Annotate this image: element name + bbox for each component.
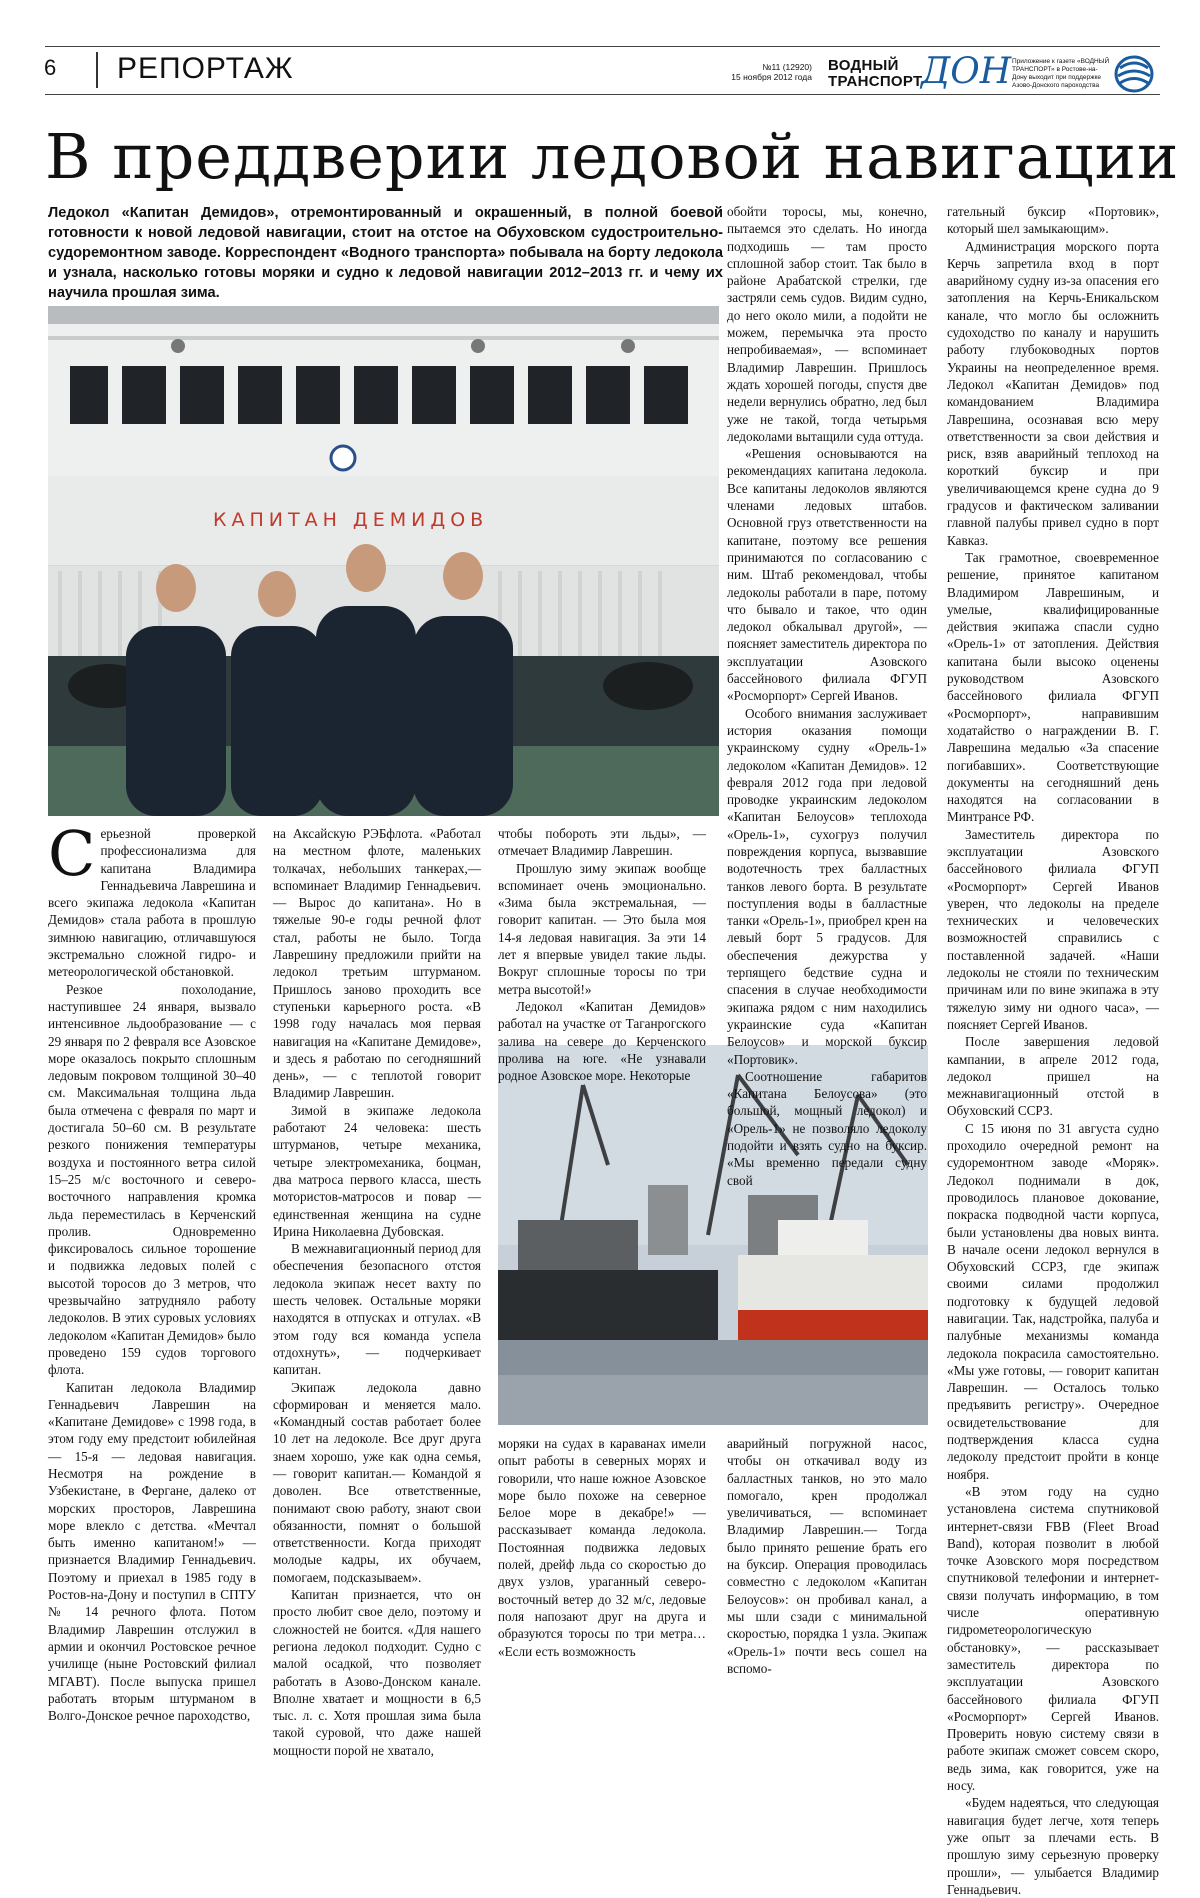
- issue-number: №11 (12920): [762, 62, 812, 72]
- paragraph: Капитан ледокола Владимир Геннадьевич Лаврешин на «Капитане Демидове» с 1998 года, в этом году ему предстоит юбилейная — 15-я — ледовая навигация. Несмотря на рождение в Узбекистане, в Фергане, далеко от морских просторов, Лаврешина море влекло с детства. «Мечтал быть именно капитаном!» — признается Владимир Геннадьевич. Поэтому и приехал в 1985 году в Ростов-на-Дону и поступил в СПТУ № 14 речного флота. Потом Владимир Лаврешин отслужил в армии и окончил Ростовское речное училище (ныне Ростовский филиал МГАВТ). После выпуска пришел работать вторым штурманом в Волго-Донское речное пароходство,: [48, 1379, 256, 1724]
- logo-word-transport: ТРАНСПОРТ: [828, 73, 923, 90]
- paragraph: Соотношение габаритов «Капитана Белоусова» (это большой, мощный ледокол) и «Орель-1» не позволяло ледоколу подойти и взять судно на буксир. «Мы временно передали судну свой: [727, 1068, 927, 1188]
- logo-word-don: ДОН: [921, 51, 1012, 92]
- issue-info: [720, 62, 812, 82]
- paragraph: Резкое похолодание, наступившее 24 января, вызвало интенсивное льдообразование — с 29 января по 2 февраля все Азовское море оказалось покрыто сплошным ледовым покровом толщиной 30–40 см. Максимальная толщина льда была отмечена с февраля по март и достигала 50–60 см. В результате резкого понижения температуры воздуха и постоянного ветра силой 15–25 м/с восточного и северо-восточного направления кромка льда переместилась в Керченский пролив. Одновременно фиксировалось сильное торошение и подвижка ледовых полей с высотой торосов до 3 метров, что чрезвычайно затрудняло работу ледоколов. В этих суровых условиях ледоколом «Капитан Демидов» было проведено 159 судов торгового флота.: [48, 981, 257, 1378]
- paragraph: гательный буксир «Портовик», который шел замыкающим».: [947, 204, 1159, 237]
- article-column-4-top: [727, 203, 927, 1189]
- logo-word-vodny: ВОДНЫЙ: [828, 57, 899, 74]
- article-column-2: [273, 825, 481, 1759]
- header-bottom-rule: [45, 94, 1160, 95]
- article-column-3-bottom: [498, 1435, 706, 1660]
- paragraph: Зимой в экипаже ледокола работают 24 человека: шесть штурманов, четыре механика, четыре электромеханика, боцман, два матроса первого класса, шесть мотористов-матросов и повар — единственная женщина на судне Ирина Николаевна Дубовская.: [273, 1102, 481, 1239]
- drop-cap: С: [48, 817, 96, 890]
- paragraph: Администрация морского порта Керчь запретила вход в порт аварийному судну из-за опасения его затопления на Керчь-Еникальском канале, что могло бы осложнить судоходство по каналу и нарушить работу глубоководных портов Украины на неопределенное время. Ледокол «Капитан Демидов» под командованием Владимира Лаврешина, осознавая всю меру ответственности за свои действия и риск, взяв аварийный теплоход на короткий буксир и при увеличивающемся крене судна до 9 градусов и фактическом заливании главной палубы привел судно в порт Кавказ.: [947, 238, 1159, 548]
- ship-name: КАПИТАН ДЕМИДОВ: [213, 509, 489, 531]
- paragraph: С 15 июня по 31 августа судно проходило очередной ремонт на судоремонтном заводе «Моряк». Ледокол поднимали в док, проводилось плановое докование, покраска подводной части корпуса, были установлены два новых винта. В начале осени ледокол вернулся в Обуховский ССРЗ, где экипаж своими силами продолжил подготовку к будущей ледовой навигации. Так, надстройка, палуба и палубные механизмы команда ледокола покрасила самостоятельно. «Мы уже готовы, — говорит капитан Лаврешин. — Осталось только предъявить регистру». Очередное освидетельствование для подтверждения класса судна ледоколу предстоит пройти в конце ноября.: [947, 1120, 1159, 1482]
- paragraph: обойти торосы, мы, конечно, пытаемся это сделать. Но иногда подходишь — там просто сплошной забор стоит. Так было в районе Арабатской стрелки, где застряли семь судов. Видим судно, до него около мили, а подойти не можем, перемычка эта просто непробиваемая», — вспоминает Владимир Лаврешин. Пришлось ждать хорошей погоды, спустя две недели вернулись обратно, лед был уже не такой, тогда четырьмя ледоколами вытащили суда оттуда.: [727, 204, 927, 444]
- page-number: 6: [44, 55, 57, 80]
- paragraph: чтобы побороть эти льды», — отмечает Владимир Лаврешин.: [498, 826, 706, 859]
- icebreaker-photo-illustration: [48, 306, 719, 816]
- issue-date: 15 ноября 2012 года: [731, 72, 812, 82]
- photo-icebreaker-crew: [48, 306, 719, 816]
- article-title: В преддверии ледовой навигации: [45, 120, 1180, 193]
- article-column-3-top: [498, 825, 706, 1084]
- paragraph: «В этом году на судно установлена система спутниковой интернет-связи FBB (Fleet Broad Band), которая позволит в любой точке Азовского моря посредством спутниковой телефонии и интернет-связи получать информацию, в том числе оперативную гидрометеорологическую обстановку», — рассказывает заместитель директора по эксплуатации Азовского бассейнового филиала ФГУП «Росморпорт» Сергей Иванов. Проверить новую систему связи в работе экипаж сможет совсем скоро, ведь зима, как говорится, уже на носу.: [947, 1483, 1159, 1794]
- paragraph: Экипаж ледокола давно сформирован и меняется мало. «Командный состав работает более 10 лет на ледоколе. Все друг друга знаем хорошо, уже как одна семья, — говорит капитан.— Командой я доволен. Все ответственные, понимают свою работу, знают свои обязанности, помнят о большой ответственности. Когда приходят молодые кадры, их обучаем, помогаем, подсказываем».: [273, 1379, 481, 1585]
- paragraph: В межнавигационный период для обеспечения безопасного отстоя ледокола экипаж несет вахту по шесть человек. Остальные моряки находятся в отпусках и отгулах. «В этом году вся команда успела отдохнуть», — подчеркивает капитан.: [273, 1241, 481, 1378]
- paragraph: Ледокол «Капитан Демидов» работал на участке от Таганрогского залива на севере до Керченского пролива на юге. «Не узнавали родное Азовское море. Некоторые: [498, 998, 706, 1084]
- paragraph: аварийный погружной насос, чтобы он откачивал воду из балластных танков, но это мало помогало, крен продолжал увеличиваться, — вспоминает Владимир Лаврешин.— Тогда было принято решение брать его на буксир. Операция проводилась совместно с ледоколом «Капитан Белоусов»: он пробивал канал, а мы шли сзади с минимальной скоростью, порядка 1 узла. Экипаж «Орель-1» почти весь сошел на вспомо-: [727, 1436, 927, 1676]
- paragraph: Серьезной проверкой профессионализма для капитана Владимира Геннадьевича Лаврешина и всего экипажа ледокола «Капитан Демидов» стала работа в прошлую зимнюю навигацию, отличавшуюся экстремально сложной гидро- и метеорологической обстановкой.: [48, 817, 256, 980]
- paragraph: Заместитель директора по эксплуатации Азовского бассейнового филиала ФГУП «Росморпорт» Сергей Иванов уверен, что ледоколы на пределе технических и человеческих возможностей справились с поставленной задачей. «Наши ледоколы не стояли по техническим причинам или по вине экипажа в эту тяжелую зиму ни одного часа», — поясняет Сергей Иванов.: [947, 826, 1159, 1032]
- paragraph: Капитан признается, что он просто любит свое дело, поэтому и сложностей не боится. «Для нашего региона ледокол подходит. Судно с малой осадкой, что позволяет работать в Азово-Донском канале. Вполне хватает и мощности в 6,5 тыс. л. с. Хотя прошлая зима была такой суровой, что даже нашей мощности порой не хватало,: [273, 1587, 481, 1758]
- article-column-4-bottom: [727, 1435, 927, 1677]
- paragraph: на Аксайскую РЭБфлота. «Работал на местном флоте, маленьких толкачах, небольших танкерах,— вспоминает Владимир Геннадьевич.— Вырос до капитана». Но в тяжелые 90-е годы речной флот стал, работы не было. Тогда Лаврешину предложили прийти на ледокол третьим штурманом. Пришлось заново проходить все ступеньки карьерного роста. «В 1998 году началась моя первая навигация на «Капитане Демидове», и здесь я работаю по сегодняшний день», — с теплотой говорит Владимир Лаврешин.: [273, 826, 481, 1101]
- paragraph: «Решения основываются на рекомендациях капитана ледокола. Все капитаны ледоколов являются членами ледовых штабов. Основной груз ответственности на капитане, поэтому все решения принимаются по согласованию с ним. Штаб рекомендовал, чтобы ледоколы работали в паре, потому что бывало и такое, что один ледокол обкалывал другой», — поясняет заместитель директора по эксплуатации Азовского бассейнового филиала ФГУП «Росморпорт» Сергей Иванов.: [727, 446, 927, 704]
- article-column-1: [48, 817, 257, 1724]
- article-column-5: [947, 203, 1159, 1898]
- article-lead: Ледокол «Капитан Демидов», отремонтированный и окрашенный, в полной боевой готовности к новой ледовой навигации, стоит на отстое на Обуховском судостроительно-судоремонтном заводе. Корреспондент «Водного транспорта» побывала на борту ледокола и узнала, насколько готовы моряки и судно к ледовой навигации 2012–2013 гг. и чему их научила прошлая зима.: [48, 205, 723, 301]
- paragraph: «Будем надеяться, что следующая навигация будет легче, хотя теперь уже опыт за плечами есть. В прошлую зиму серьезную проверку прошли», — улыбается Владимир Геннадьевич.: [947, 1795, 1159, 1897]
- paragraph: Так грамотное, своевременное решение, принятое капитаном Владимиром Лаврешиным, и умелые, квалифицированные действия экипажа спасли судно «Орель-1» от затопления. Действия капитана были высоко оценены руководством Азовского бассейнового филиала ФГУП «Росморпорт», направившим ходатайство о награждении В. Г. Лаврешина медалью «За спасение погибавших». Соответствующие документы на сегодняшний день находятся на согласовании в Минтрансе РФ.: [947, 549, 1159, 825]
- paragraph: После завершения ледовой кампании, в апреле 2012 года, ледокол пришел на межнавигационный отстой в Обуховский ССРЗ.: [947, 1034, 1159, 1119]
- section-title: РЕПОРТАЖ: [117, 52, 294, 85]
- paragraph: Прошлую зиму экипаж вообще вспоминает очень эмоционально. «Зима была экстремальная, — говорит капитан. — Это была моя 14-я ледовая навигация. За эти 14 лет я впервые увидел такие льды. Вокруг сплошные торосы по три метра высотой!»: [498, 860, 706, 997]
- paragraph: моряки на судах в караванах имели опыт работы в северных морях и говорили, что наше южное Азовское море было похоже на северное Белое море в декабре!» — рассказывает команда ледокола. Постоянная подвижка ледовых полей, дрейф льда со скоростью до двух узлов, ураганный северо-восточный ветер до 32 м/с, ледовые поля напозают друг на друга и образуются торосы по три метра… «Если есть возможность: [498, 1436, 706, 1659]
- paragraph: Особого внимания заслуживает история оказания помощи украинскому судну «Орель-1» ледоколом «Капитан Демидов». 12 февраля 2012 года при ледовой проводке украинским ледоколом «Капитан Белоусов» теплохода «Орель-1», сухогруз получил повреждения корпуса, вызвавшие водотечность трех балластных танков левого борта. В результате поступления воды в балластные танки «Орель-1», приобрел крен на левый борт 5 градусов. Для обеспечения дежурства у терпящего бедствие судна и спасения в случае необходимости экипажа рядом с ним находились украинские суда «Капитан Белоусов» и морской буксир «Портовик».: [727, 705, 927, 1067]
- logo-note: Приложение к газете «ВОДНЫЙ ТРАНСПОРТ» в Ростове-на-Дону выходит при поддержке Азово-Донского пароходства: [1012, 58, 1110, 89]
- header-top-rule: [45, 46, 1160, 47]
- globe-emblem-icon: [1112, 54, 1156, 94]
- header-divider: [96, 52, 98, 88]
